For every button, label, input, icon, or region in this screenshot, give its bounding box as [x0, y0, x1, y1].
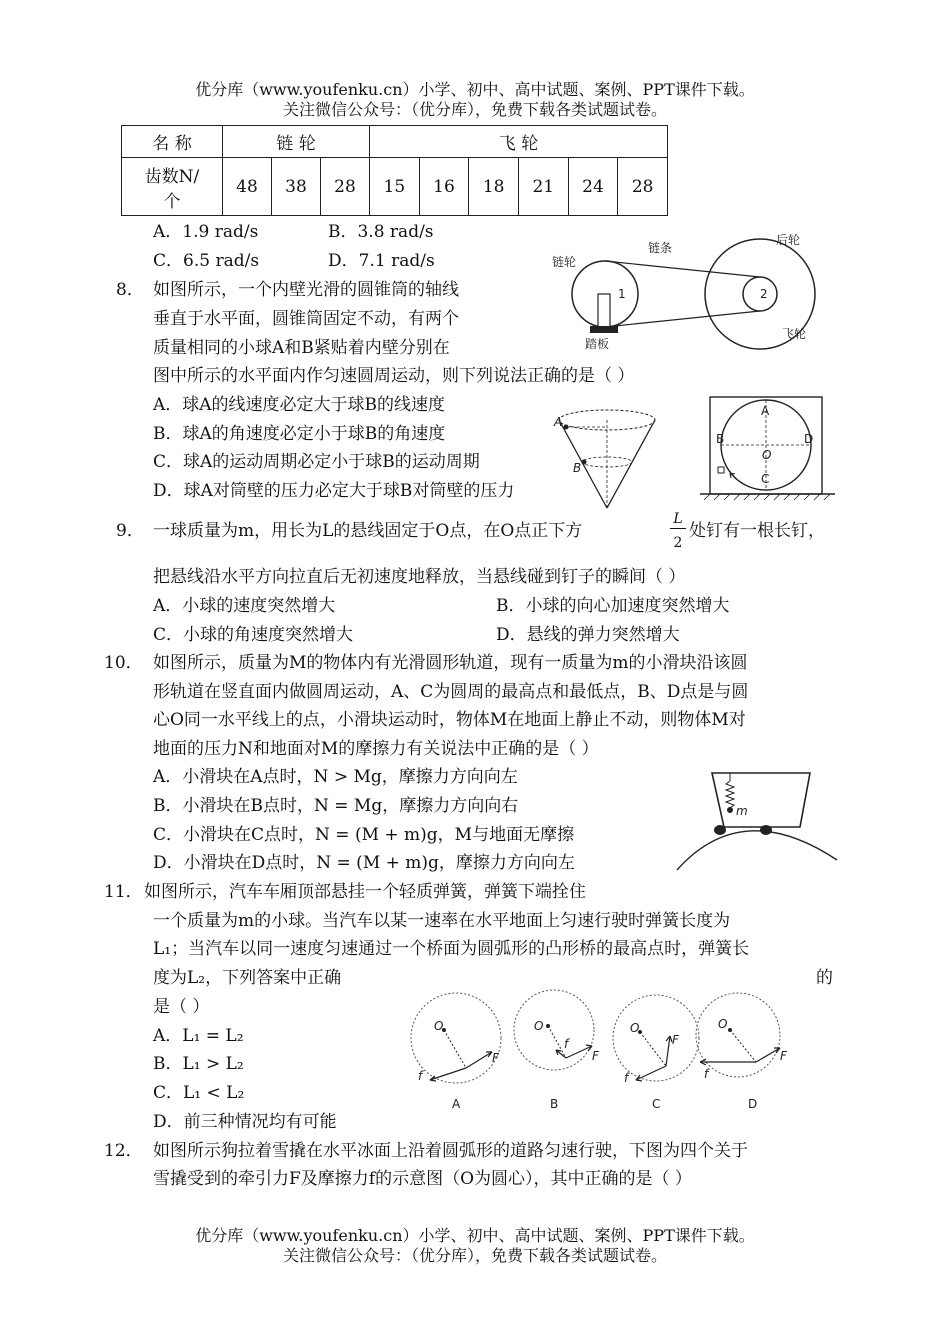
- bike-label-chainring: 链轮: [552, 255, 577, 269]
- diagram-c-friction-arrow: [636, 1066, 666, 1080]
- q11-line-4-end: 的: [816, 968, 833, 988]
- diagram-d-label-big-f: F: [780, 1049, 787, 1063]
- track-label-o: O: [762, 448, 772, 462]
- diagram-c-label: C: [652, 1097, 661, 1111]
- diagram-b-label-big-f: F: [592, 1049, 599, 1063]
- diagram-c-radius: [640, 1032, 666, 1066]
- diagram-a-friction-arrow: [430, 1068, 466, 1080]
- teeth-label-2: 个: [163, 191, 181, 212]
- diagram-b: [514, 990, 600, 1111]
- pedal-shape: [590, 326, 618, 333]
- track-label-c: C: [761, 472, 770, 486]
- diagram-d-label-f: f: [704, 1067, 709, 1081]
- track-label-d: D: [804, 432, 814, 446]
- q11-line-3: L₁；当汽车以同一速度匀速通过一个桥面为圆弧形的凸形桥的最高点时，弹簧长: [153, 939, 750, 959]
- q9-option-b: B．小球的向心加速度突然增大: [496, 596, 730, 616]
- q10-line-2: 形轨道在竖直面内做圆周运动，A、C为圆周的最高点和最低点，B、D点是与圆: [153, 682, 749, 702]
- footer-line-2: 关注微信公众号：（优分库），免费下载各类试题试卷。: [282, 1246, 667, 1265]
- q10-line-4: 地面的压力N和地面对M的摩擦力有关说法中正确的是（ ）: [153, 739, 599, 759]
- table-cell: 18: [469, 158, 519, 216]
- crank-arm: [598, 294, 610, 328]
- q10-option-c: C．小滑块在C点时，N = (M + m)g，M与地面无摩擦: [153, 825, 575, 845]
- q10-option-b: B．小滑块在B点时，N = Mg，摩擦力方向向右: [153, 796, 519, 816]
- chain-bottom: [605, 311, 760, 327]
- q12-line-2: 雪撬受到的牵引力F及摩擦力f的示意图（O为圆心），其中正确的是（ ）: [153, 1169, 692, 1189]
- diagram-a-circle: [411, 993, 501, 1083]
- ball-a: [564, 425, 569, 430]
- diagram-c-circle: [613, 995, 699, 1081]
- cone-right-wall: [607, 420, 655, 508]
- q8-line-2: 垂直于水平面，圆锥筒固定不动，有两个: [153, 309, 459, 329]
- q7-option-d: D．7.1 rad/s: [328, 251, 435, 271]
- table-teeth-label: [122, 158, 223, 216]
- diagram-d-label: D: [748, 1097, 758, 1111]
- truck-label-m: m: [736, 804, 748, 818]
- q9-option-a: A．小球的速度突然增大: [153, 596, 336, 616]
- q7-option-b: B．3.8 rad/s: [328, 222, 434, 242]
- bike-label-rear-wheel: 后轮: [776, 233, 801, 247]
- cone-figure: [550, 402, 660, 512]
- bridge-arc: [677, 831, 837, 870]
- q11-option-b: B．L₁ > L₂: [153, 1054, 244, 1074]
- bike-label-1: 1: [618, 287, 626, 301]
- bike-label-pedal: 踏板: [585, 337, 610, 351]
- diagram-b-circle: [514, 990, 594, 1070]
- diagram-a-label: A: [452, 1097, 461, 1111]
- table-cell: 16: [419, 158, 469, 216]
- diagram-b-label: B: [550, 1097, 559, 1111]
- q9-line-1-pre: 一球质量为m，用长为L的悬线固定于O点，在O点正下方: [153, 521, 583, 541]
- motion-arrow-icon: [730, 473, 736, 479]
- truck-bridge-figure: [672, 765, 842, 875]
- diagram-c-label-big-f: F: [672, 1033, 679, 1047]
- ball-b: [582, 460, 587, 465]
- table-cell: 28: [321, 158, 370, 216]
- q9-option-c: C．小球的角速度突然增大: [153, 625, 354, 645]
- q9-fraction-denominator: 2: [673, 535, 683, 551]
- table-cell: 21: [518, 158, 568, 216]
- bike-chain-figure: [530, 232, 850, 357]
- q8-option-a: A．球A的线速度必定大于球B的线速度: [153, 395, 446, 415]
- ground-hatch: [704, 494, 830, 500]
- q8-option-c: C．球A的运动周期必定小于球B的运动周期: [153, 452, 480, 472]
- truck-wheel-left: [714, 825, 726, 835]
- q11-line-5: 是（ ）: [153, 997, 210, 1017]
- header-line-1: 优分库（www.youfenku.cn）小学、初中、高中试题、案例、PPT课件下载。: [195, 80, 755, 99]
- q11-option-d: D．前三种情况均有可能: [153, 1112, 337, 1132]
- table-name-label: 名 称: [122, 126, 223, 158]
- q9-fraction-bar: [670, 528, 686, 529]
- q9-fraction-numerator: L: [673, 511, 683, 527]
- q8-option-d: D．球A对筒壁的压力必定大于球B对筒壁的压力: [153, 481, 515, 501]
- q8-number: 8．: [116, 280, 144, 300]
- track-label-a: A: [761, 404, 770, 418]
- track-label-b: B: [716, 432, 725, 446]
- truck-wheel-right: [760, 825, 772, 835]
- table-cell: 28: [618, 158, 668, 216]
- diagram-d-f-arrow: [756, 1048, 780, 1062]
- q11-number: 11．: [104, 882, 143, 902]
- q11-line-4: 度为L₂，下列答案中正确: [153, 968, 342, 988]
- diagram-d-circle: [696, 993, 780, 1077]
- cone-label-b: B: [573, 461, 582, 475]
- q9-number: 9．: [116, 521, 144, 541]
- bike-label-flywheel: 飞轮: [782, 327, 807, 341]
- chain-top: [605, 261, 760, 277]
- sled-force-figure: [408, 990, 798, 1115]
- diagram-c: [613, 995, 699, 1111]
- table-flywheel-label: 飞 轮: [370, 126, 668, 158]
- diagram-d-radius: [730, 1030, 756, 1062]
- diagram-a-label-o: O: [434, 1019, 444, 1033]
- q9-line-2: 把悬线沿水平方向拉直后无初速度地释放，当悬线碰到钉子的瞬间（ ）: [153, 567, 686, 587]
- header-line-2: 关注微信公众号：（优分库），免费下载各类试题试卷。: [282, 100, 667, 119]
- cone-label-a: A: [554, 415, 563, 429]
- table-cell: 24: [568, 158, 618, 216]
- footer-line-1: 优分库（www.youfenku.cn）小学、初中、高中试题、案例、PPT课件下载。: [195, 1226, 755, 1245]
- q10-option-a: A．小滑块在A点时，N > Mg，摩擦力方向向左: [153, 767, 518, 787]
- table-cell: 38: [272, 158, 321, 216]
- diagram-a-radius: [444, 1030, 466, 1068]
- q8-line-4: 图中所示的水平面内作匀速圆周运动，则下列说法正确的是（ ）: [153, 366, 635, 386]
- q11-option-c: C．L₁ < L₂: [153, 1083, 245, 1103]
- gear-table: [121, 125, 668, 216]
- q12-number: 12．: [104, 1141, 143, 1161]
- table-cell: 15: [370, 158, 420, 216]
- diagram-b-label-o: O: [534, 1019, 544, 1033]
- q7-option-a: A．1.9 rad/s: [153, 222, 259, 242]
- diagram-a-f-arrow: [466, 1052, 492, 1068]
- table-chainring-label: 链 轮: [223, 126, 370, 158]
- q11-line-1: 如图所示，汽车车厢顶部悬挂一个轻质弹簧，弹簧下端拴住: [144, 882, 586, 902]
- table-cell: 48: [223, 158, 272, 216]
- q8-option-b: B．球A的角速度必定小于球B的角速度: [153, 424, 446, 444]
- diagram-a-label-f: f: [418, 1069, 423, 1083]
- q7-option-c: C．6.5 rad/s: [153, 251, 260, 271]
- diagram-b-f-arrow: [566, 1046, 592, 1058]
- diagram-a: [411, 993, 501, 1111]
- q11-line-2: 一个质量为m的小球。当汽车以某一速率在水平地面上匀速行驶时弹簧长度为: [153, 911, 731, 931]
- q12-line-1: 如图所示狗拉着雪撬在水平冰面上沿着圆弧形的道路匀速行驶，下图为四个关于: [153, 1141, 748, 1161]
- diagram-d-label-o: O: [718, 1017, 728, 1031]
- bike-label-chain: 链条: [648, 241, 673, 255]
- q11-option-a: A．L₁ = L₂: [153, 1026, 244, 1046]
- diagram-d: [696, 993, 788, 1111]
- slider-block: [718, 467, 724, 473]
- q8-line-1: 如图所示，一个内壁光滑的圆锥筒的轴线: [153, 280, 459, 300]
- q10-line-3: 心O同一水平线上的点，小滑块运动时，物体M在地面上静止不动，则物体M对: [153, 710, 746, 730]
- spring-ball: [727, 807, 733, 813]
- diagram-a-label-big-f: F: [492, 1051, 499, 1065]
- diagram-c-label-o: O: [630, 1021, 640, 1035]
- diagram-c-label-f: f: [624, 1071, 629, 1085]
- truck-box: [712, 773, 810, 827]
- q10-number: 10．: [104, 653, 143, 673]
- diagram-b-label-f: f: [564, 1037, 569, 1051]
- q8-line-3: 质量相同的小球A和B紧贴着内壁分别在: [153, 338, 450, 358]
- q9-line-1-post: 处钉有一根长钉，: [689, 521, 825, 541]
- teeth-label-1: 齿数N/: [144, 166, 200, 187]
- circular-track-figure: [700, 395, 840, 507]
- bike-label-2: 2: [760, 287, 768, 301]
- q9-option-d: D．悬线的弹力突然增大: [496, 625, 680, 645]
- q10-option-d: D．小滑块在D点时，N = (M + m)g，摩擦力方向向左: [153, 853, 575, 873]
- q10-line-1: 如图所示，质量为M的物体内有光滑圆形轨道，现有一质量为m的小滑块沿该圆: [153, 653, 748, 673]
